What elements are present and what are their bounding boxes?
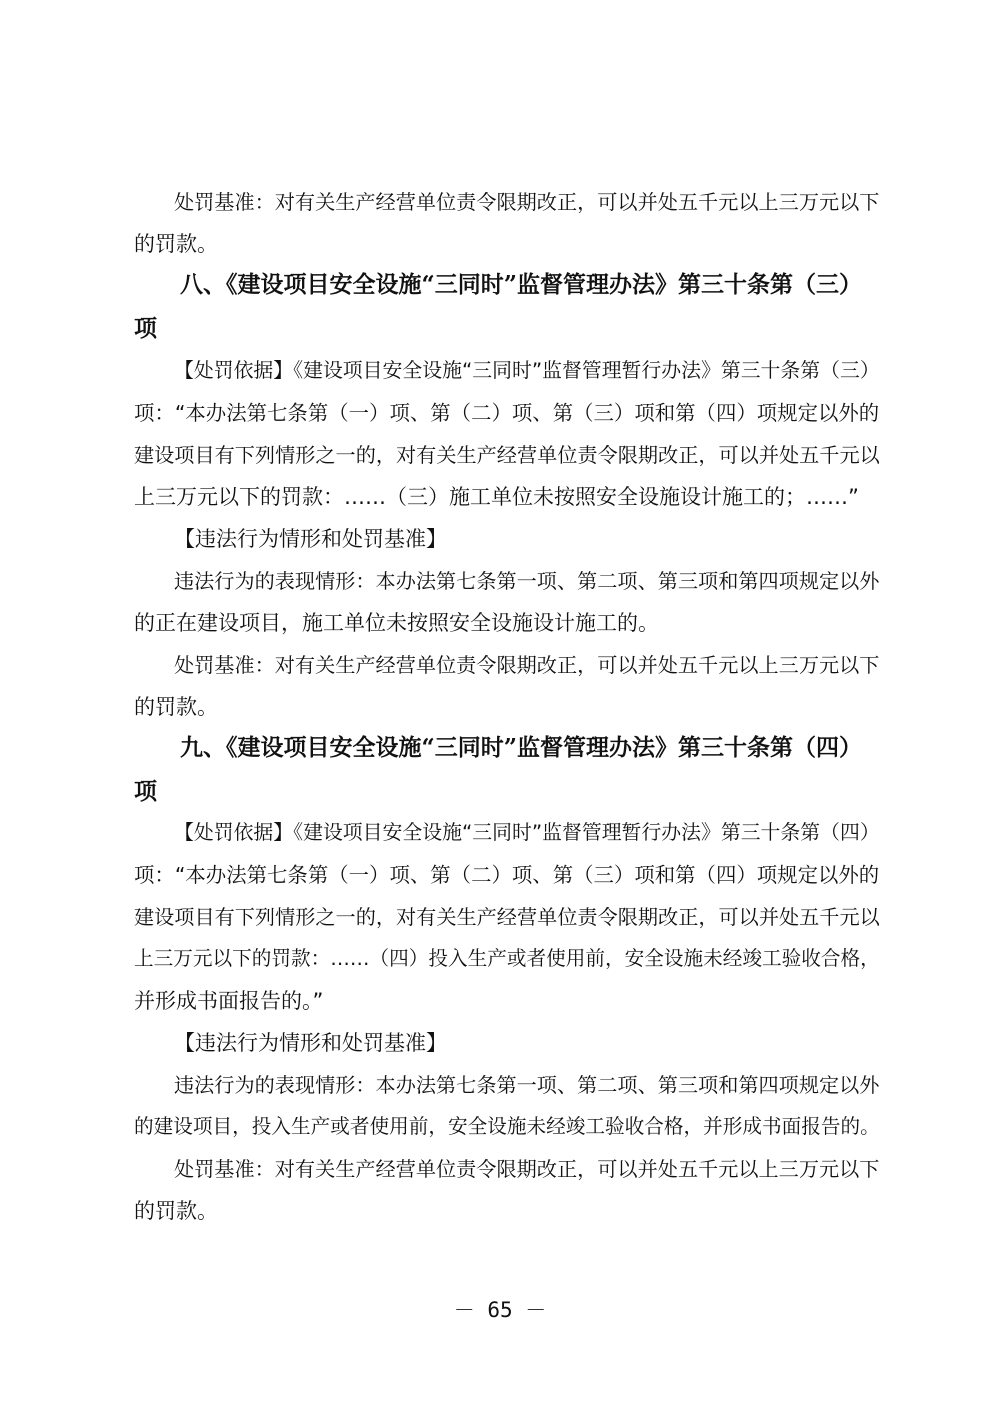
behavior-line: 违法行为的表现情形：本办法第七条第一项、第二项、第三项和第四项规定以外 <box>174 569 880 593</box>
penalty-standard-line: 的罚款。 <box>134 232 218 256</box>
penalty-standard-line: 处罚基准：对有关生产经营单位责令限期改正，可以并处五千元以上三万元以下 <box>174 1157 880 1181</box>
basis-line: 【处罚依据】《建设项目安全设施“三同时”监督管理暂行办法》第三十条第（四） <box>174 821 880 844</box>
basis-line: 项：“本办法第七条第（一）项、第（二）项、第（三）项和第（四）项规定以外的 <box>134 401 880 425</box>
basis-line: 项：“本办法第七条第（一）项、第（二）项、第（三）项和第（四）项规定以外的 <box>134 863 880 887</box>
penalty-standard-line: 处罚基准：对有关生产经营单位责令限期改正，可以并处五千元以上三万元以下 <box>174 190 880 214</box>
penalty-standard-line: 处罚基准：对有关生产经营单位责令限期改正，可以并处五千元以上三万元以下 <box>174 653 880 677</box>
behavior-line: 的正在建设项目，施工单位未按照安全设施设计施工的。 <box>134 611 659 635</box>
basis-line: 建设项目有下列情形之一的，对有关生产经营单位责令限期改正，可以并处五千元以 <box>134 905 880 929</box>
behavior-line: 的建设项目，投入生产或者使用前，安全设施未经竣工验收合格，并形成书面报告的。 <box>134 1115 880 1138</box>
behavior-line: 违法行为的表现情形：本办法第七条第一项、第二项、第三项和第四项规定以外 <box>174 1073 880 1097</box>
page-number: － 65 － <box>453 1298 547 1322</box>
section-8-heading-tail: 项 <box>134 315 157 342</box>
penalty-standard-line: 的罚款。 <box>134 1199 218 1223</box>
basis-line: 【处罚依据】《建设项目安全设施“三同时”监督管理暂行办法》第三十条第（三） <box>174 359 880 382</box>
section-9-heading-tail: 项 <box>134 778 157 805</box>
section-8-heading: 八、《建设项目安全设施“三同时”监督管理办法》第三十条第（三） <box>180 271 862 298</box>
section-9-heading: 九、《建设项目安全设施“三同时”监督管理办法》第三十条第（四） <box>180 734 862 761</box>
subheading: 【违法行为情形和处罚基准】 <box>174 527 447 551</box>
basis-line: 上三万元以下的罚款：……（四）投入生产或者使用前，安全设施未经竣工验收合格， <box>134 947 880 970</box>
basis-line: 建设项目有下列情形之一的，对有关生产经营单位责令限期改正，可以并处五千元以 <box>134 443 880 467</box>
basis-line: 上三万元以下的罚款：……（三）施工单位未按照安全设施设计施工的；……” <box>134 485 859 509</box>
basis-line: 并形成书面报告的。” <box>134 989 324 1013</box>
subheading: 【违法行为情形和处罚基准】 <box>174 1031 447 1055</box>
penalty-standard-line: 的罚款。 <box>134 695 218 719</box>
